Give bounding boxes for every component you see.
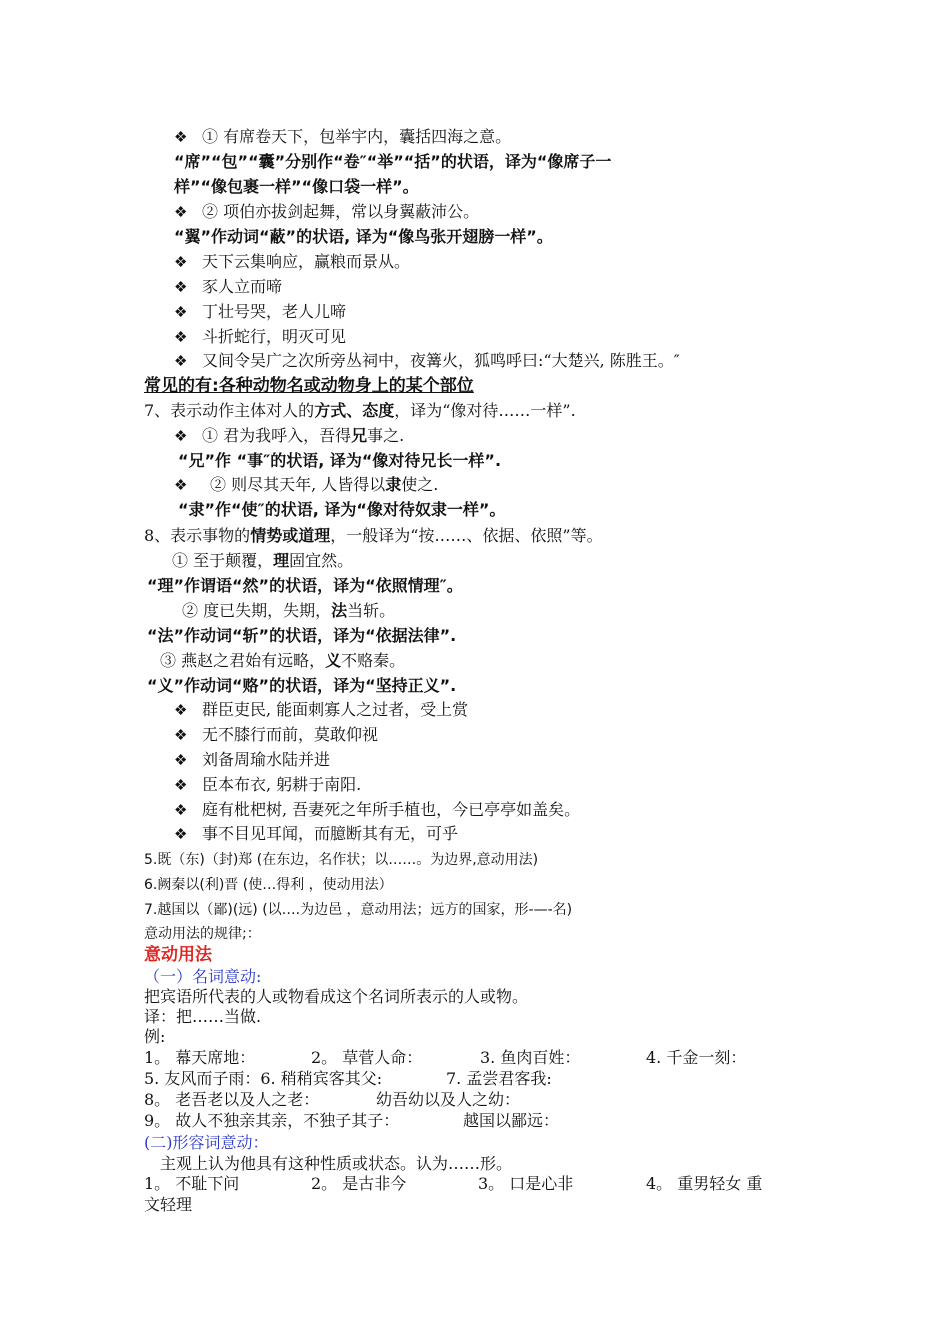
example-keyword: 兄	[351, 426, 368, 445]
explanation-line: “翼”作动词“蔽”的状语, 译为“像鸟张开翅膀一样”。	[174, 227, 553, 246]
example-line	[210, 474, 438, 496]
exercise-item: 3。 口是心非	[478, 1174, 574, 1193]
bullet-icon: ❖	[174, 726, 188, 744]
note-line: 5.既（东)（封)郑 (在东边，名作状；以……。为边界,意动用法)	[144, 852, 539, 868]
example-text: ① 至于颠覆，	[172, 551, 274, 570]
example-text: 当斩。	[347, 601, 396, 620]
example-text: ② 则尽其天年, 人皆得以	[210, 475, 386, 494]
exercise-item: 文轻理	[144, 1195, 193, 1214]
explanation-line: “法”作动词“斩”的状语，译为“依据法律”.	[147, 626, 457, 645]
explanation-line: “理”作谓语“然”的状语，译为“依照情理″。	[147, 576, 463, 595]
example-line: 豕人立而啼	[202, 277, 283, 296]
example-text: 事之.	[367, 426, 405, 445]
exercise-item: 5. 友风而子雨：6. 稍稍宾客其父:	[144, 1069, 383, 1088]
example-line	[202, 425, 404, 447]
explanation-line: “兄”作 “事″的状语, 译为“像对待兄长一样”.	[178, 451, 502, 470]
example-line: ① 有席卷天下，包举宇内，囊括四海之意。	[202, 127, 512, 146]
example-text: ① 君为我呼入，吾得	[202, 426, 352, 445]
definition-line: 译：把……当做.	[144, 1007, 262, 1026]
exercise-item: 2。 草菅人命：	[311, 1048, 423, 1067]
subsection-title: （一）名词意动:	[144, 967, 262, 986]
example-keyword: 隶	[385, 475, 402, 494]
exercise-item: 1。 不耻下问	[144, 1174, 240, 1193]
subsection-title: (二)形容词意动：	[144, 1133, 269, 1152]
rule-text: 8、表示事物的	[144, 526, 251, 545]
example-line: 无不膝行而前，莫敢仰视	[202, 725, 379, 744]
rule-line	[144, 400, 576, 422]
example-keyword: 义	[325, 651, 342, 670]
example-line	[182, 600, 395, 622]
bullet-icon: ❖	[174, 701, 188, 719]
rule-line	[144, 525, 603, 547]
example-line	[172, 550, 353, 572]
section-heading: 常见的有:各种动物名或动物身上的某个部位	[144, 376, 474, 396]
example-text: 使之.	[401, 475, 439, 494]
bullet-icon: ❖	[174, 303, 188, 321]
example-line: 群臣吏民, 能面刺寡人之过者，受上赏	[202, 700, 469, 719]
note-line: 7.越国以（鄙)(远) (以….为边邑 ，意动用法；远方的国家，形-—-名)	[144, 902, 573, 918]
example-text: ② 度已失期，失期，	[182, 601, 332, 620]
exercise-item: 7. 孟尝君客我:	[446, 1069, 552, 1088]
bullet-icon: ❖	[174, 253, 188, 271]
bullet-icon: ❖	[174, 751, 188, 769]
bullet-icon: ❖	[174, 776, 188, 794]
rule-text: ，一般译为“按……、依据、依照”等。	[330, 526, 603, 545]
example-line	[160, 650, 405, 672]
definition-line: 把宾语所代表的人或物看成这个名词所表示的人或物。	[144, 987, 529, 1006]
bullet-icon: ❖	[174, 427, 188, 445]
exercise-item: 3. 鱼肉百姓：	[480, 1048, 581, 1067]
example-line: 事不目见耳闻，而臆断其有无，可乎	[202, 824, 459, 843]
rule-keyword: 方式、态度	[314, 401, 395, 420]
example-line: 庭有枇杷树, 吾妻死之年所手植也，今已亭亭如盖矣。	[202, 800, 581, 819]
exercise-item: 4. 千金一刻：	[646, 1048, 747, 1067]
example-text: 固宜然。	[289, 551, 354, 570]
bullet-icon: ❖	[174, 278, 188, 296]
example-text: ③ 燕赵之君始有远略，	[160, 651, 326, 670]
example-line: 丁壮号哭，老人儿啼	[202, 302, 347, 321]
bullet-icon: ❖	[174, 203, 188, 221]
explanation-line: “义”作动词“赂”的状语，译为“坚持正义”.	[147, 676, 457, 695]
example-line: ② 项伯亦拔剑起舞，常以身翼蔽沛公。	[202, 202, 480, 221]
bullet-icon: ❖	[174, 476, 188, 494]
definition-line: 主观上认为他具有这种性质或状态。认为……形。	[160, 1154, 513, 1173]
example-line: 斗折蛇行，明灭可见	[202, 327, 347, 346]
bullet-icon: ❖	[174, 825, 188, 843]
bullet-icon: ❖	[174, 352, 188, 370]
exercise-item: 2。 是古非今	[311, 1174, 407, 1193]
note-line: 6.阙秦以(利)晋 (使…得利 ，使动用法）	[144, 877, 393, 893]
example-text: 不赂秦。	[341, 651, 406, 670]
bullet-icon: ❖	[174, 328, 188, 346]
explanation-line: “席”“包”“囊”分别作“卷″“举”“括”的状语，译为“像席子一	[174, 152, 612, 171]
example-line: 又间令吴广之次所旁丛祠中，夜篝火，狐鸣呼曰:“大楚兴, 陈胜王。″	[202, 351, 680, 370]
example-line: 天下云集响应，赢粮而景从。	[202, 252, 411, 271]
rule-text: 7、表示动作主体对人的	[144, 401, 315, 420]
exercise-item: 8。 老吾老以及人之老：	[144, 1090, 320, 1109]
bullet-icon: ❖	[174, 801, 188, 819]
exercise-item: 幼吾幼以及人之幼：	[376, 1090, 521, 1109]
exercise-item: 1。 幕天席地：	[144, 1048, 256, 1067]
rule-keyword: 情势或道理	[250, 526, 331, 545]
example-line: 刘备周瑜水陆并进	[202, 750, 331, 769]
explanation-line: “隶”作“使″的状语, 译为“像对待奴隶一样”。	[178, 500, 506, 519]
exercise-item: 越国以鄙远：	[463, 1111, 560, 1130]
example-line: 臣本布衣, 躬耕于南阳.	[202, 775, 362, 794]
example-keyword: 理	[273, 551, 290, 570]
exercise-item: 9。 故人不独亲其亲，不独子其子：	[144, 1111, 400, 1130]
example-keyword: 法	[331, 601, 348, 620]
exercise-item: 4。 重男轻女 重	[646, 1174, 763, 1193]
rule-text: ，译为“像对待……一样”.	[394, 401, 576, 420]
explanation-line: 样”“像包裹一样”“像口袋一样”。	[174, 177, 419, 196]
example-label: 例:	[144, 1027, 166, 1046]
section-title: 意动用法	[144, 945, 212, 965]
bullet-icon: ❖	[174, 128, 188, 146]
note-line: 意动用法的规律;：	[144, 926, 261, 942]
